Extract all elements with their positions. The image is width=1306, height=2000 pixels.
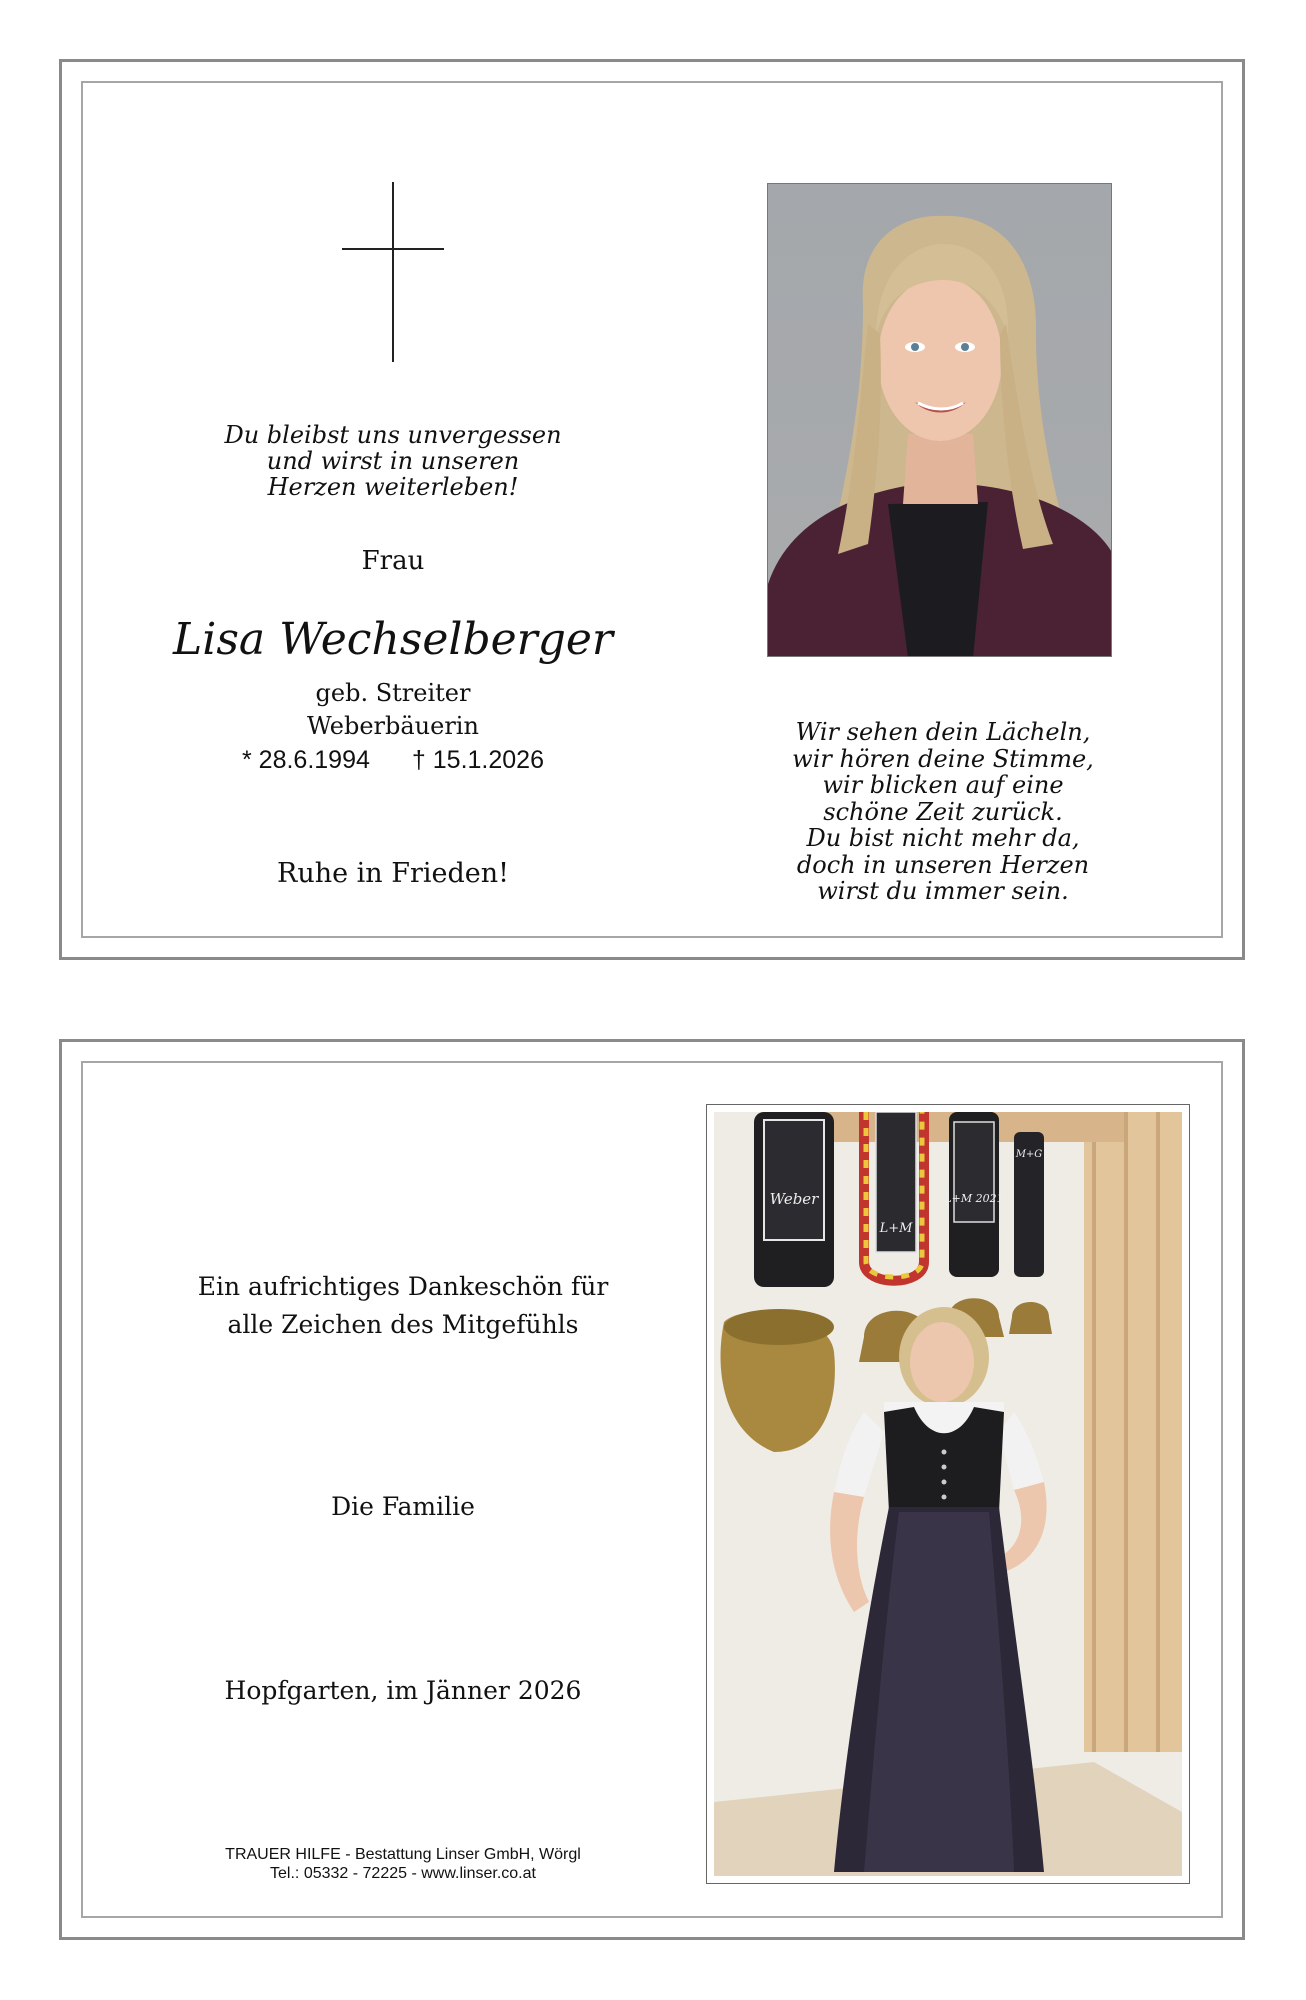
place-date: Hopfgarten, im Jänner 2026 — [224, 1676, 582, 1705]
thanks-line: alle Zeichen des Mitgefühls — [227, 1310, 579, 1339]
family-signature: Die Familie — [331, 1492, 475, 1521]
footer-line: TRAUER HILFE - Bestattung Linser GmbH, Wörgl — [225, 1846, 581, 1863]
footer-line: Tel.: 05332 - 72225 - www.linser.co.at — [270, 1865, 536, 1882]
inner-frame — [81, 1061, 1223, 1918]
thanks-line: Ein aufrichtiges Dankeschön für — [197, 1272, 609, 1301]
closing-line: Ruhe in Frieden! — [276, 858, 510, 889]
portrait-photo — [767, 183, 1112, 657]
inner-frame — [81, 81, 1223, 938]
quote-line: doch in unseren Herzen — [796, 850, 1090, 879]
funeral-home-footer — [183, 1845, 623, 1883]
deceased-name: Lisa Wechselberger — [173, 614, 613, 665]
birth-date: * 28.6.1994 — [242, 746, 370, 774]
bell-strap-text: M+G — [1015, 1149, 1043, 1160]
bell-strap-text: Weber — [769, 1190, 819, 1208]
memorial-card-back — [59, 1039, 1245, 1940]
memorial-card-front — [59, 59, 1245, 960]
quote-line: und wirst in unseren — [266, 447, 520, 475]
quote-line: wir hören deine Stimme, — [792, 744, 1094, 773]
farm-name: Weberbäuerin — [307, 712, 479, 740]
thanks-text — [173, 1268, 633, 1344]
quote-line: wir blicken auf eine — [822, 771, 1064, 799]
family-photo-frame — [706, 1104, 1190, 1884]
memorial-quote-left — [193, 422, 593, 500]
bell-strap-text: L+M 2021 — [944, 1192, 1004, 1205]
death-date: † 15.1.2026 — [411, 746, 544, 774]
quote-line: Du bist nicht mehr da, — [806, 824, 1080, 852]
maiden-name: geb. Streiter — [315, 679, 471, 707]
family-photo — [714, 1112, 1182, 1876]
bell-strap-text: L+M — [879, 1221, 913, 1236]
quote-line: wirst du immer sein. — [817, 877, 1069, 905]
memorial-quote-right — [763, 719, 1123, 905]
salutation: Frau — [361, 546, 425, 576]
quote-line: Herzen weiterleben! — [267, 473, 519, 501]
quote-line: Du bleibst uns unvergessen — [224, 421, 562, 449]
quote-line: Wir sehen dein Lächeln, — [795, 718, 1091, 746]
life-dates — [203, 746, 583, 775]
quote-line: schöne Zeit zurück. — [823, 797, 1063, 826]
